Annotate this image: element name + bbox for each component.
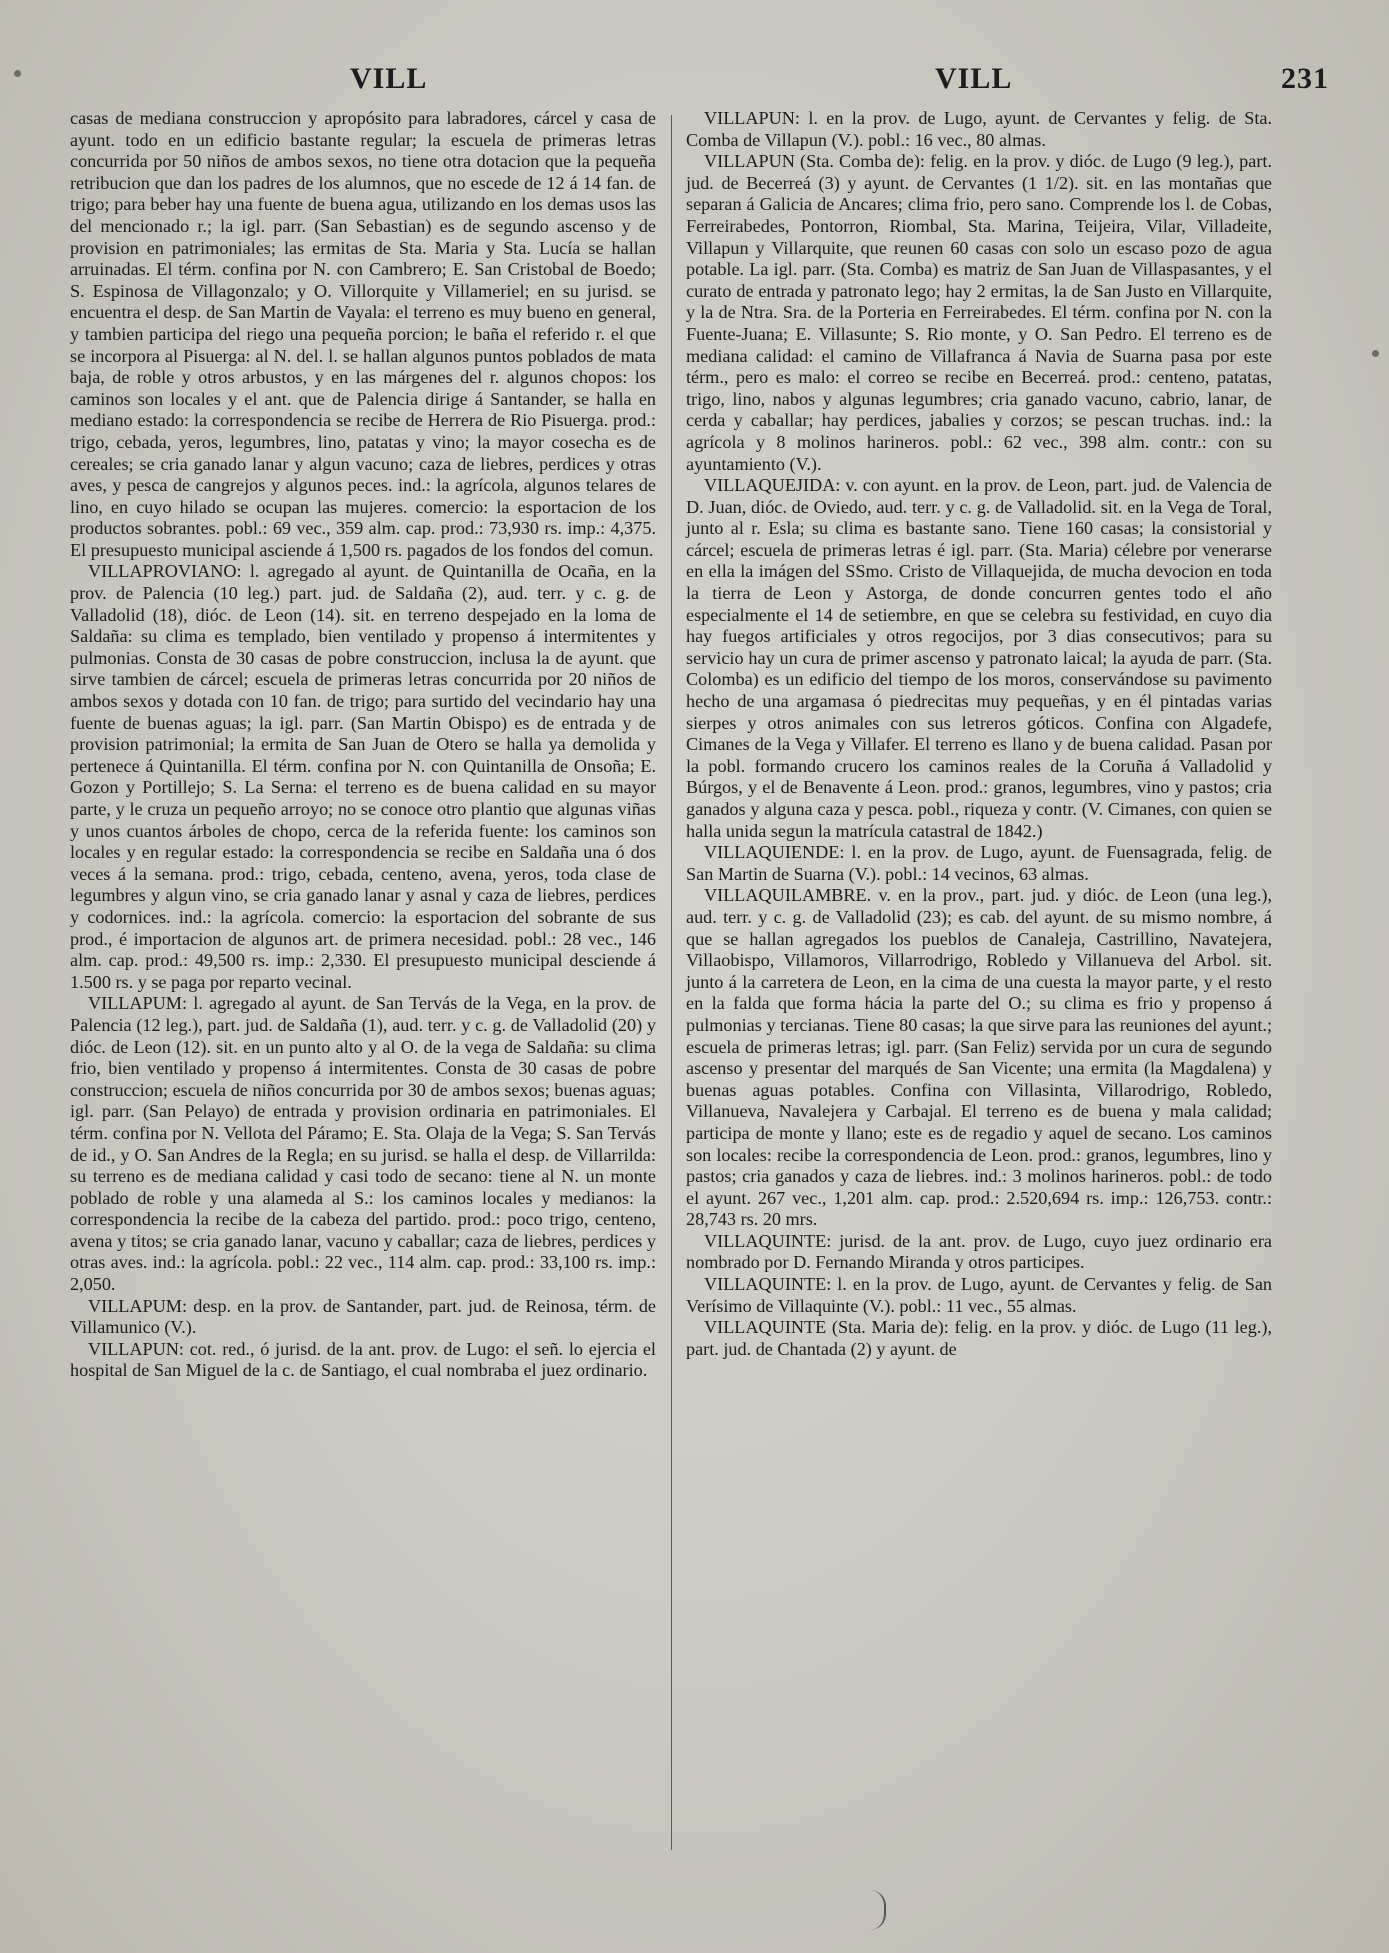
- header-left: VILL: [350, 62, 428, 95]
- speck: [1372, 350, 1379, 357]
- continued-entry: casas de mediana construccion y apropósito para labradores, cárcel y casa de ayunt. todo en un edificio bastante regular; la escuela de primeras letras concurrida por 50 niños de ambos sexos, no tiene otra dotacion que la pequeña retribucion que dan los padres de los alumnos, que no escede de 12 á 14 fan. de trigo; para beber hay una fuente de buena agua, utilizando en los demas usos las del mencionado r.; la igl. parr. (San Sebastian) es de segundo ascenso y de provision en patrimoniales; las ermitas de Sta. Maria y Sta. Lucía se hallan arruinadas. El térm. confina por N. con Cambrero; E. San Cristobal de Boedo; S. Espinosa de Villagonzalo; y O. Villorquite y Villameriel; en su jurisd. se encuentra el desp. de San Martin de Vayala: el terreno es muy bueno en general, y tambien participa del riego una pequeña porcion; le baña el referido r. el que se incorpora al Pisuerga: al N. del. l. se hallan algunos puntos poblados de mata baja, de roble y otros arbustos, y en las márgenes del r. algunos chopos: los caminos son locales y el ant. que de Palencia dirige á Santander, se halla en mediano estado: la correspondencia se recibe de Herrera de Rio Pisuerga. prod.: trigo, cebada, yeros, legumbres, lino, patatas y vino; la mayor cosecha es de cereales; se cria ganado lanar y algun vacuno; caza de liebres, perdices y otras aves, y pesca de cangrejos y algunos peces. ind.: la agrícola, algunos telares de lino, en cuyo hilado se ocupan las mujeres. comercio: la esportacion de los productos sobrantes. pobl.: 69 vec., 359 alm. cap. prod.: 73,930 rs. imp.: 4,375. El presupuesto municipal asciende á 1,500 rs. pagados de los fondos del comun.: [70, 108, 656, 560]
- entry-villaquejida: VILLAQUEJIDA: v. con ayunt. en la prov. de Leon, part. jud. de Valencia de D. Juan, dióc. de Oviedo, aud. terr. y c. g. de Valladolid. sit. en la Vega de Toral, junto al r. Esla; su clima es bastante sano. Tiene 160 casas; la consistorial y cárcel; escuela de primeras letras é igl. parr. (Sta. Maria) célebre por venerarse en ella la imágen del SSmo. Cristo de Villaquejida, de mucha devocion en toda la tierra de Leon y Astorga, de donde concurren gentes todo el año especialmente el 14 de setiembre, en que se celebra su festividad, en cuyo dia hay fuegos artificiales y otros regocijos, por 3 dias consecutivos; para su servicio hay un cura de primer ascenso y patronato laical; la ayuda de parr. (Sta. Colomba) es un edificio del tiempo de los moros, conservándose su pavimento hecho de una argamasa ó piedrecitas muy pequeñas, y en él pintadas varias sierpes y otros animales con sus letreros góticos. Confina con Algadefe, Cimanes de la Vega y Villafer. El terreno es llano y de buena calidad. Pasan por la pobl. formando crucero los caminos reales de la Coruña á Valladolid y Búrgos, y el de Benavente á Leon. prod.: granos, legumbres, vino y pastos; cria ganados y alguna caza y pesca. pobl., riqueza y contr. (V. Cimanes, con quien se halla unida segun la matrícula catastral de 1842.): [686, 475, 1272, 841]
- header-middle: VILL: [935, 62, 1013, 95]
- column-divider: [671, 115, 672, 1850]
- left-column: [70, 108, 656, 1382]
- entry-villapum-santander: VILLAPUM: desp. en la prov. de Santander, part. jud. de Reinosa, térm. de Villamunico (V.).: [70, 1295, 656, 1338]
- entry-villaquinte-lugo: VILLAQUINTE: l. en la prov. de Lugo, ayunt. de Cervantes y felig. de San Verísimo de Villaquinte (V.). pobl.: 11 vec., 55 almas.: [686, 1274, 1272, 1316]
- speck: [14, 70, 21, 77]
- right-column: [686, 108, 1272, 1360]
- entry-villaquinte-jurisd: VILLAQUINTE: jurisd. de la ant. prov. de Lugo, cuyo juez ordinario era nombrado por D. Fernando Miranda y otros participes.: [686, 1230, 1272, 1273]
- page-number: 231: [1281, 62, 1329, 95]
- entry-villaproviano: VILLAPROVIANO: l. agregado al ayunt. de Quintanilla de Ocaña, en la prov. de Palencia (10 leg.) part. jud. de Saldaña (2), aud. terr. y c. g. de Valladolid (18), dióc. de Leon (14). sit. en terreno despejado en la loma de Saldaña: su clima es templado, bien ventilado y propenso á intermitentes y pulmonias. Consta de 30 casas de pobre construccion, inclusa la de ayunt. que sirve tambien de cárcel; escuela de primeras letras concurrida por 20 niños de ambos sexos y dotada con 10 fan. de trigo; para surtido del vecindario hay una fuente de buenas aguas; la igl. parr. (San Martin Obispo) es de entrada y de provision patrimonial; la ermita de San Juan de Otero se halla ya demolida y pertenece á Quintanilla. El térm. confina por N. con Quintanilla de Onsoña; E. Gozon y Portillejo; S. La Serna: el terreno es de buena calidad en su mayor parte, y le cruza un pequeño arroyo; no se conoce otro plantio que algunas viñas y unos cuantos árboles de chopo, cerca de la referida fuente: los caminos son locales y en regular estado: la correspondencia se recibe en Saldaña una ó dos veces á la semana. prod.: trigo, cebada, centeno, avena, yeros, toda clase de legumbres y algun vino, se cria ganado lanar y asnal y caza de liebres, perdices y codornices. ind.: la agrícola. comercio: la esportacion del sobrante de sus prod., é importacion de algunos art. de primera necesidad. pobl.: 28 vec., 146 alm. cap. prod.: 49,500 rs. imp.: 2,330. El presupuesto municipal desciende á 1.500 rs. y se paga por reparto vecinal.: [70, 561, 656, 992]
- running-header: [80, 62, 1339, 108]
- entry-villaquinte-sta-maria: VILLAQUINTE (Sta. Maria de): felig. en la prov. y dióc. de Lugo (11 leg.), part. jud. de Chantada (2) y ayunt. de: [686, 1317, 1272, 1359]
- entry-villapun-sta-comba: VILLAPUN (Sta. Comba de): felig. en la prov. y dióc. de Lugo (9 leg.), part. jud. de Becerreá (3) y ayunt. de Cervantes (1 1/2). sit. en las montañas que separan á Galicia de Ancares; clima frio, pero sano. Comprende los l. de Cobas, Ferreirabedes, Pontorron, Riombal, Sta. Marina, Teijeira, Vilar, Villadeite, Villapun y Villarquite, que reunen 60 casas con solo un escaso pozo de agua potable. La igl. parr. (Sta. Comba) es matriz de San Juan de Villaspasantes, y el curato de entrada y patronato lego; hay 2 ermitas, la de San Justo en Villarquite, y la de Ntra. Sra. de la Porteria en Ferreirabedes. El térm. confina por N. con la Fuente-Juana; E. Villasunte; S. Rio monte, y O. San Pedro. El terreno es de mediana calidad: el camino de Villafranca á Navia de Suarna pasa por este térm., pero es malo: el correo se recibe en Becerreá. prod.: centeno, patatas, trigo, lino, nabos y algunas legumbres; cria ganado vacuno, cabrio, lanar, de cerda y caballar; hay perdices, jabalies y corzos; se pescan truchas. ind.: la agrícola y 8 molinos harineros. pobl.: 62 vec., 398 alm. contr.: con su ayuntamiento (V.).: [686, 151, 1272, 474]
- pen-mark: [870, 1890, 886, 1930]
- entry-villaquiende: VILLAQUIENDE: l. en la prov. de Lugo, ayunt. de Fuensagrada, felig. de San Martin de Suarna (V.). pobl.: 14 vecinos, 63 almas.: [686, 842, 1272, 884]
- entry-villapun-cot: VILLAPUN: cot. red., ó jurisd. de la ant. prov. de Lugo: el señ. lo ejercia el hospital de San Miguel de la c. de Santiago, el cual nombraba el juez ordinario.: [70, 1338, 656, 1381]
- entry-villaquilambre: VILLAQUILAMBRE. v. en la prov., part. jud. y dióc. de Leon (una leg.), aud. terr. y c. g. de Valladolid (23); es cab. del ayunt. de su mismo nombre, á que se hallan agregados los pueblos de Canaleja, Castrillino, Navatejera, Villaobispo, Villamoros, Villarrodrigo, Robledo y Villanueva del Arbol. sit. junto á la carretera de Leon, en la cima de una cuesta la mayor parte, y el resto en la falda que forma hácia la parte del O.; su clima es frio y propenso á pulmonias y tercianas. Tiene 80 casas; la que sirve para las reuniones del ayunt.; escuela de primeras letras; igl. parr. (San Feliz) servida por un cura de segundo ascenso y presentar del marqués de San Vicente; una ermita (la Magdalena) y buenas aguas potables. Confina con Villasinta, Villarodrigo, Robledo, Villanueva, Navalejera y Carbajal. El terreno es de buena y mala calidad; participa de monte y llano; este es de regadio y aquel de secano. Los caminos son locales: recibe la correspondencia de Leon. prod.: granos, legumbres, lino y pastos; cria ganados y caza de liebres. ind.: 3 molinos harineros. pobl.: de todo el ayunt. 267 vec., 1,201 alm. cap. prod.: 2.520,694 rs. imp.: 126,753. contr.: 28,743 rs. 20 mrs.: [686, 885, 1272, 1230]
- entry-villapun-lugo: VILLAPUN: l. en la prov. de Lugo, ayunt. de Cervantes y felig. de Sta. Comba de Villapun (V.). pobl.: 16 vec., 80 almas.: [686, 108, 1272, 150]
- entry-villapum-palencia: VILLAPUM: l. agregado al ayunt. de San Tervás de la Vega, en la prov. de Palencia (12 leg.), part. jud. de Saldaña (1), aud. terr. y c. g. de Valladolid (20) y dióc. de Leon (12). sit. en un punto alto y al O. de la vega de Saldaña: su clima frio, bien ventilado y propenso á intermitentes. Consta de 30 casas de pobre construccion; escuela de niños concurrida por 30 de ambos sexos; buenas aguas; igl. parr. (San Pelayo) de entrada y provision ordinaria en patrimoniales. El térm. confina por N. Vellota del Páramo; E. Sta. Olaja de la Vega; S. San Tervás de id., y O. San Andres de la Regla; en su jurisd. se halla el desp. de Villarrilda: su terreno es de mediana calidad y casi todo de secano: tiene al N. un monte poblado de roble y una alameda al S.: los caminos locales y medianos: la correspondencia la recibe de la cabeza del partido. prod.: poco trigo, centeno, avena y titos; se cria ganado lanar, vacuno y caballar; caza de liebres, perdices y otras aves. ind.: la agrícola. pobl.: 22 vec., 114 alm. cap. prod.: 33,100 rs. imp.: 2,050.: [70, 993, 656, 1295]
